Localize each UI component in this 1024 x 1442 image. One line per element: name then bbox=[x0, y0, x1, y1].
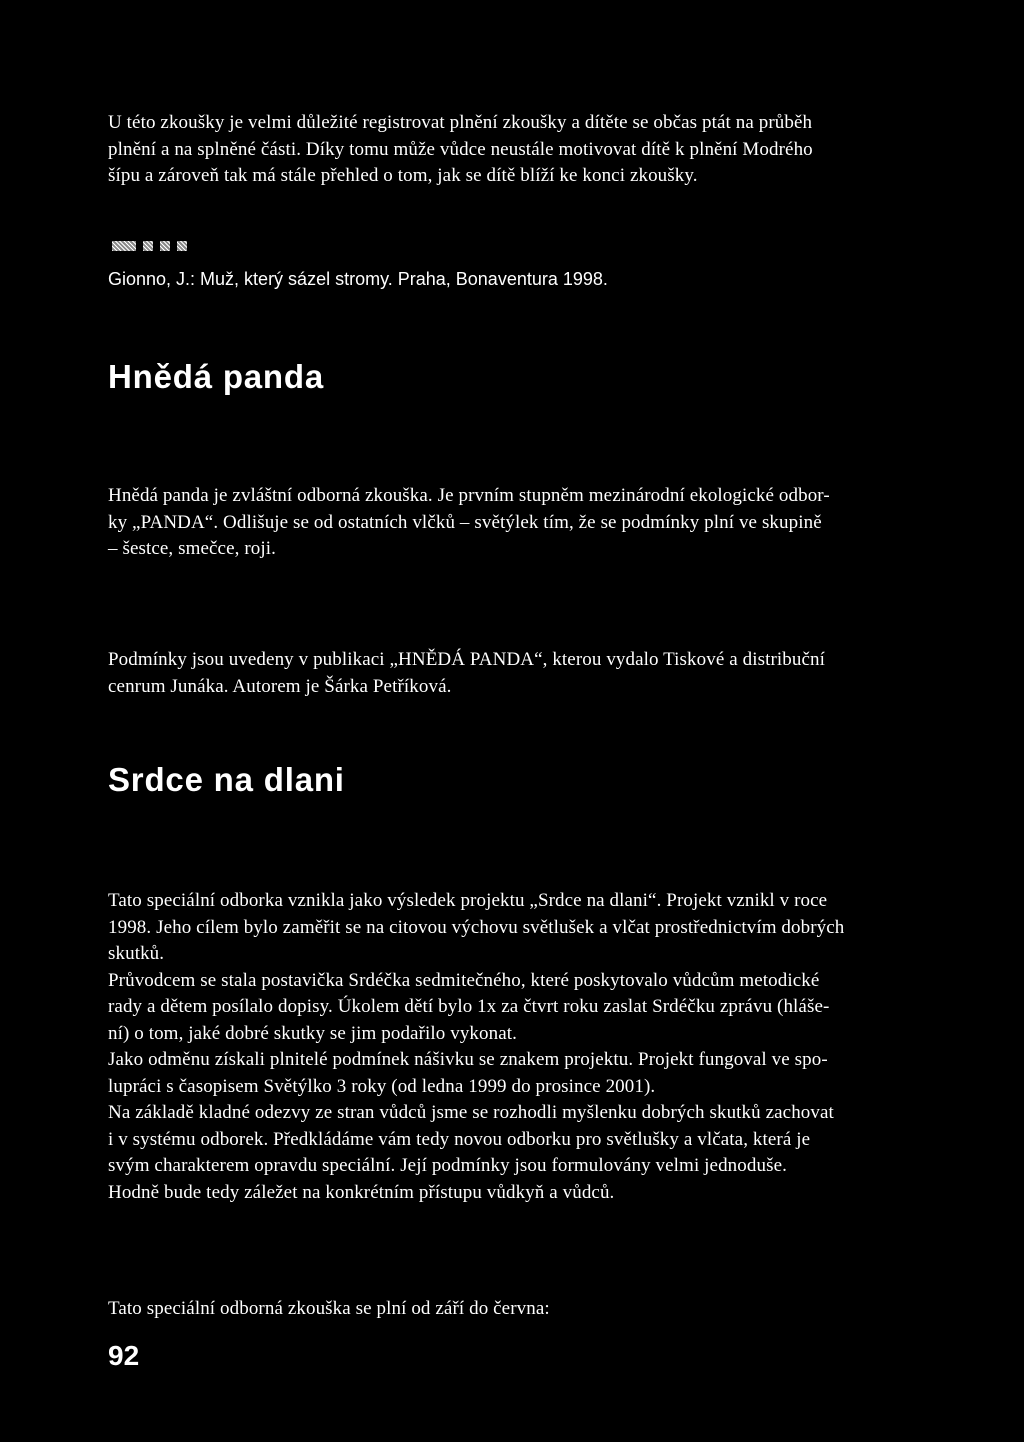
srdce-line: Tato speciální odborka vznikla jako výsledek projektu „Srdce na dlani“. Projekt vznikl v roce bbox=[108, 890, 828, 911]
srdce-line: Hodně bude tedy záležet na konkrétním přístupu vůdkyň a vůdců. bbox=[108, 1181, 615, 1203]
heading-srdce-na-dlani: Srdce na dlani bbox=[108, 761, 345, 798]
srdce-line: lupráci s časopisem Světýlko 3 roky (od ledna 1999 do prosince 2001). bbox=[108, 1075, 656, 1097]
intro-line: šípu a zároveň tak má stále přehled o tom, jak se dítě blíží ke konci zkoušky. bbox=[108, 165, 698, 186]
reference-mark bbox=[112, 241, 136, 251]
panda-line: Podmínky jsou uvedeny v publikaci „HNĚDÁ PANDA“, kterou vydalo Tiskové a distribuční bbox=[108, 649, 825, 670]
heading-hneda-panda: Hnědá panda bbox=[108, 358, 325, 395]
srdce-line: svým charakterem opravdu speciální. Její podmínky jsou formulovány velmi jednoduše. bbox=[108, 1155, 787, 1176]
intro-line: plnění a na splněné části. Díky tomu může vůdce neustále motivovat dítě k plnění Modrého bbox=[108, 138, 813, 160]
srdce-line: ní) o tom, jaké dobré skutky se jim podařilo vykonat. bbox=[108, 1022, 517, 1044]
book-reference-icon bbox=[112, 241, 187, 251]
srdce-line: i v systému odborek. Předkládáme vám tedy novou odborku pro světlušky a vlčata, která je bbox=[108, 1128, 811, 1150]
panda-paragraph-1 bbox=[108, 483, 950, 563]
panda-line: – šestce, smečce, roji. bbox=[108, 538, 276, 559]
panda-line: ky „PANDA“. Odlišuje se od ostatních vlčků – světýlek tím, že se podmínky plní ve skupině bbox=[108, 511, 822, 533]
srdce-paragraph bbox=[108, 888, 950, 1206]
page-number: 92 bbox=[108, 1340, 140, 1371]
panda-paragraph-2 bbox=[108, 647, 950, 700]
intro-line: U této zkoušky je velmi důležité registrovat plnění zkoušky a dítěte se občas ptát na průběh bbox=[108, 112, 813, 133]
document-page bbox=[108, 0, 950, 1442]
srdce-line: Průvodcem se stala postavička Srdéčka sedmitečného, které poskytovalo vůdcům metodické bbox=[108, 969, 820, 991]
reference-citation: Gionno, J.: Muž, který sázel stromy. Praha, Bonaventura 1998. bbox=[108, 269, 608, 289]
srdce-line: Na základě kladné odezvy ze stran vůdců jsme se rozhodli myšlenku dobrých skutků zachovat bbox=[108, 1102, 834, 1123]
closing-line: Tato speciální odborná zkouška se plní od září do června: bbox=[108, 1298, 550, 1319]
reference-mark bbox=[160, 241, 170, 251]
reference-mark bbox=[177, 241, 187, 251]
srdce-line: skutků. bbox=[108, 943, 165, 964]
srdce-line: 1998. Jeho cílem bylo zaměřit se na citovou výchovu světlušek a vlčat prostřednictvím dobrých bbox=[108, 916, 845, 938]
srdce-line: rady a dětem posílalo dopisy. Úkolem dětí bylo 1x za čtvrt roku zaslat Srdéčku zprávu (hláše- bbox=[108, 996, 830, 1017]
reference-mark bbox=[143, 241, 153, 251]
intro-paragraph bbox=[108, 110, 950, 190]
panda-line: cenrum Junáka. Autorem je Šárka Petříková. bbox=[108, 675, 452, 697]
panda-line: Hnědá panda je zvláštní odborná zkouška. Je prvním stupněm mezinárodní ekologické odbor- bbox=[108, 485, 830, 506]
srdce-line: Jako odměnu získali plnitelé podmínek nášivku se znakem projektu. Projekt fungoval ve spo- bbox=[108, 1049, 828, 1070]
